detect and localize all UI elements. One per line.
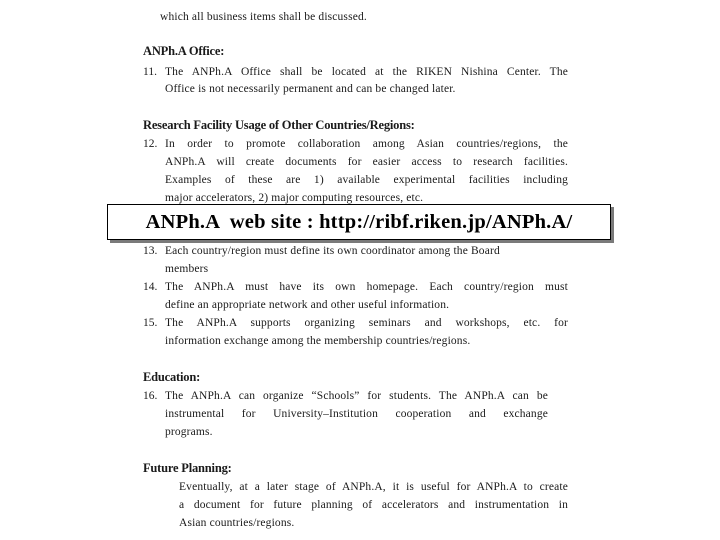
item-line: In order to promote collaboration among Asian countries/regions, the: [165, 138, 568, 150]
item-number: 11.: [143, 66, 157, 78]
item-line: programs.: [165, 426, 213, 438]
item-number: 14.: [143, 281, 158, 293]
section-heading-education: Education:: [143, 370, 201, 384]
item-line: Each country/region must define its own coordinator among the Board: [165, 245, 500, 257]
intro-line: which all business items shall be discussed.: [160, 11, 367, 23]
item-line: major accelerators, 2) major computing resources, etc.: [165, 192, 424, 204]
section-heading-future-planning: Future Planning:: [143, 461, 232, 475]
item-line: ANPh.A will create documents for easier access to research facilities.: [165, 156, 568, 168]
item-line: Examples of these are 1) available experimental facilities including: [165, 174, 568, 186]
item-line: define an appropriate network and other useful information.: [165, 299, 450, 311]
item-line: a document for future planning of accelerators and instrumentation in: [179, 499, 568, 511]
item-number: 16.: [143, 390, 158, 402]
item-line: Asian countries/regions.: [179, 517, 295, 529]
item-line: The ANPh.A can organize “Schools” for students. The ANPh.A can be: [165, 390, 548, 402]
item-line: Office is not necessarily permanent and can be changed later.: [165, 83, 456, 95]
section-heading-research-facility: Research Facility Usage of Other Countries/Regions:: [143, 118, 415, 132]
section-heading-office: ANPh.A Office:: [143, 44, 225, 58]
item-line: information exchange among the membership countries/regions.: [165, 335, 471, 347]
item-line: instrumental for University–Institution cooperation and exchange: [165, 408, 548, 420]
item-line: Eventually, at a later stage of ANPh.A, it is useful for ANPh.A to create: [179, 481, 568, 493]
item-number: 12.: [143, 138, 158, 150]
item-line: members: [165, 263, 209, 275]
item-line: The ANPh.A must have its own homepage. Each country/region must: [165, 281, 568, 293]
item-line: The ANPh.A Office shall be located at the RIKEN Nishina Center. The: [165, 66, 568, 78]
item-line: The ANPh.A supports organizing seminars and workshops, etc. for: [165, 317, 568, 329]
website-banner: ANPh.A web site : http://ribf.riken.jp/ANPh.A/: [107, 204, 611, 240]
item-number: 15.: [143, 317, 158, 329]
item-number: 13.: [143, 245, 158, 257]
